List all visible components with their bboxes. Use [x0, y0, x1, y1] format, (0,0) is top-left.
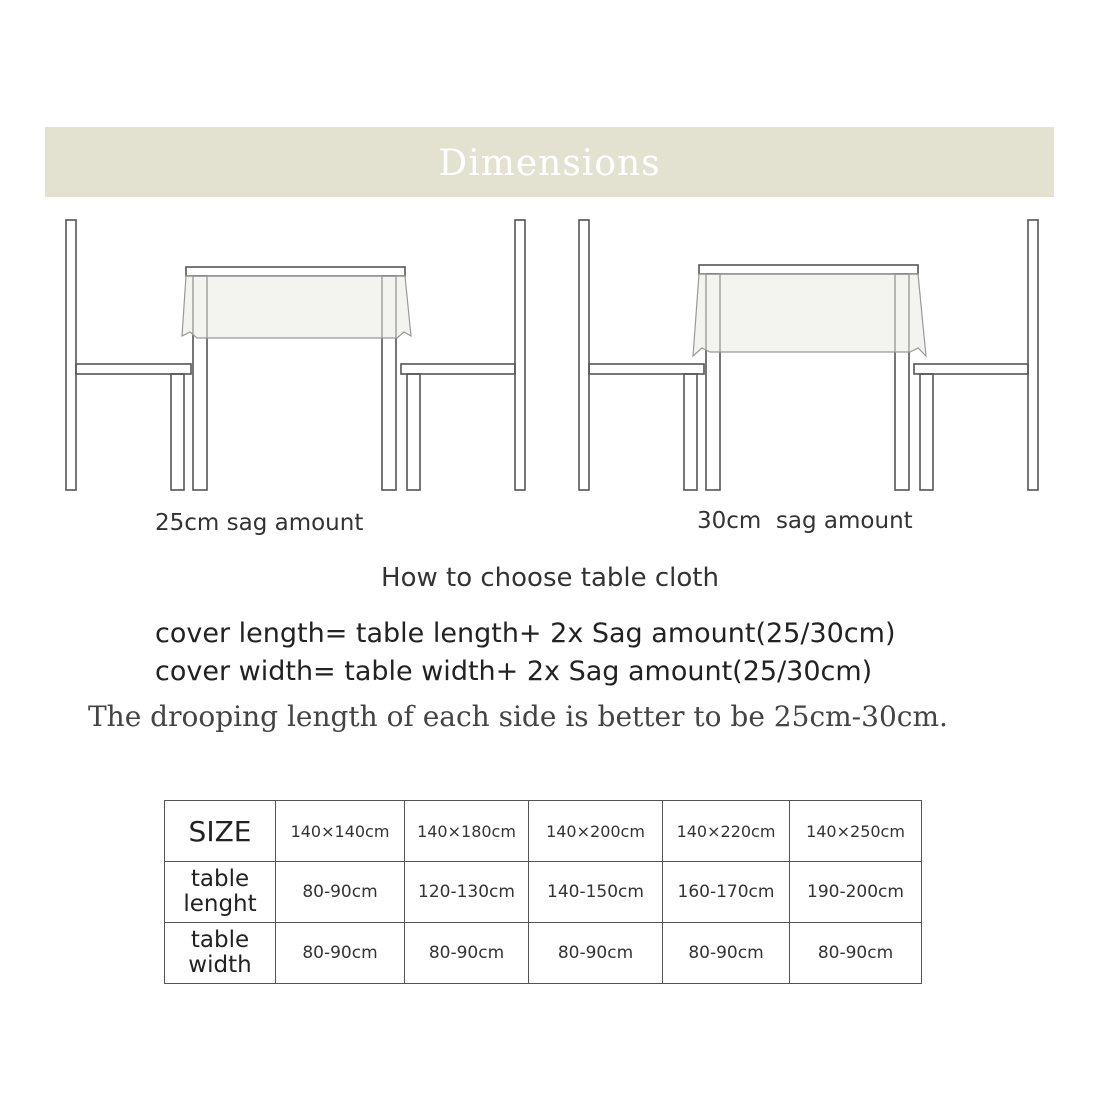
table-row-width [165, 923, 922, 984]
formula-width: cover width= table width+ 2x Sag amount(25/30cm) [155, 656, 873, 687]
size-header: SIZE [165, 801, 276, 862]
table-chairs-25cm-diagram [55, 210, 555, 510]
illustration-30cm [568, 210, 1068, 510]
size-cell: 140×250cm [790, 801, 922, 862]
dimensions-banner [45, 127, 1054, 197]
row-label-table-width: table width [165, 923, 276, 984]
drooping-note: The drooping length of each side is better to be 25cm-30cm. [88, 700, 948, 733]
size-cell: 140×220cm [663, 801, 790, 862]
guide-heading: How to choose table cloth [381, 563, 719, 593]
table-cell: 80-90cm [790, 923, 922, 984]
banner-title: Dimensions [438, 142, 661, 184]
size-cell: 140×140cm [276, 801, 405, 862]
caption-25cm: 25cm sag amount [155, 510, 364, 536]
table-cell: 80-90cm [663, 923, 790, 984]
size-cell: 140×200cm [529, 801, 663, 862]
table-cell: 190-200cm [790, 862, 922, 923]
illustration-25cm [55, 210, 555, 510]
caption-30cm: 30cm sag amount [697, 508, 913, 534]
table-cell: 80-90cm [529, 923, 663, 984]
table-cell: 160-170cm [663, 862, 790, 923]
table-row-length [165, 862, 922, 923]
table-row-size [165, 801, 922, 862]
formula-length: cover length= table length+ 2x Sag amount(25/30cm) [155, 618, 896, 649]
table-cell: 120-130cm [405, 862, 529, 923]
table-cell: 140-150cm [529, 862, 663, 923]
size-cell: 140×180cm [405, 801, 529, 862]
size-table [164, 800, 922, 984]
table-cell: 80-90cm [405, 923, 529, 984]
table-chairs-30cm-diagram [568, 210, 1068, 510]
table-cell: 80-90cm [276, 862, 405, 923]
table-cell: 80-90cm [276, 923, 405, 984]
row-label-table-length: table lenght [165, 862, 276, 923]
